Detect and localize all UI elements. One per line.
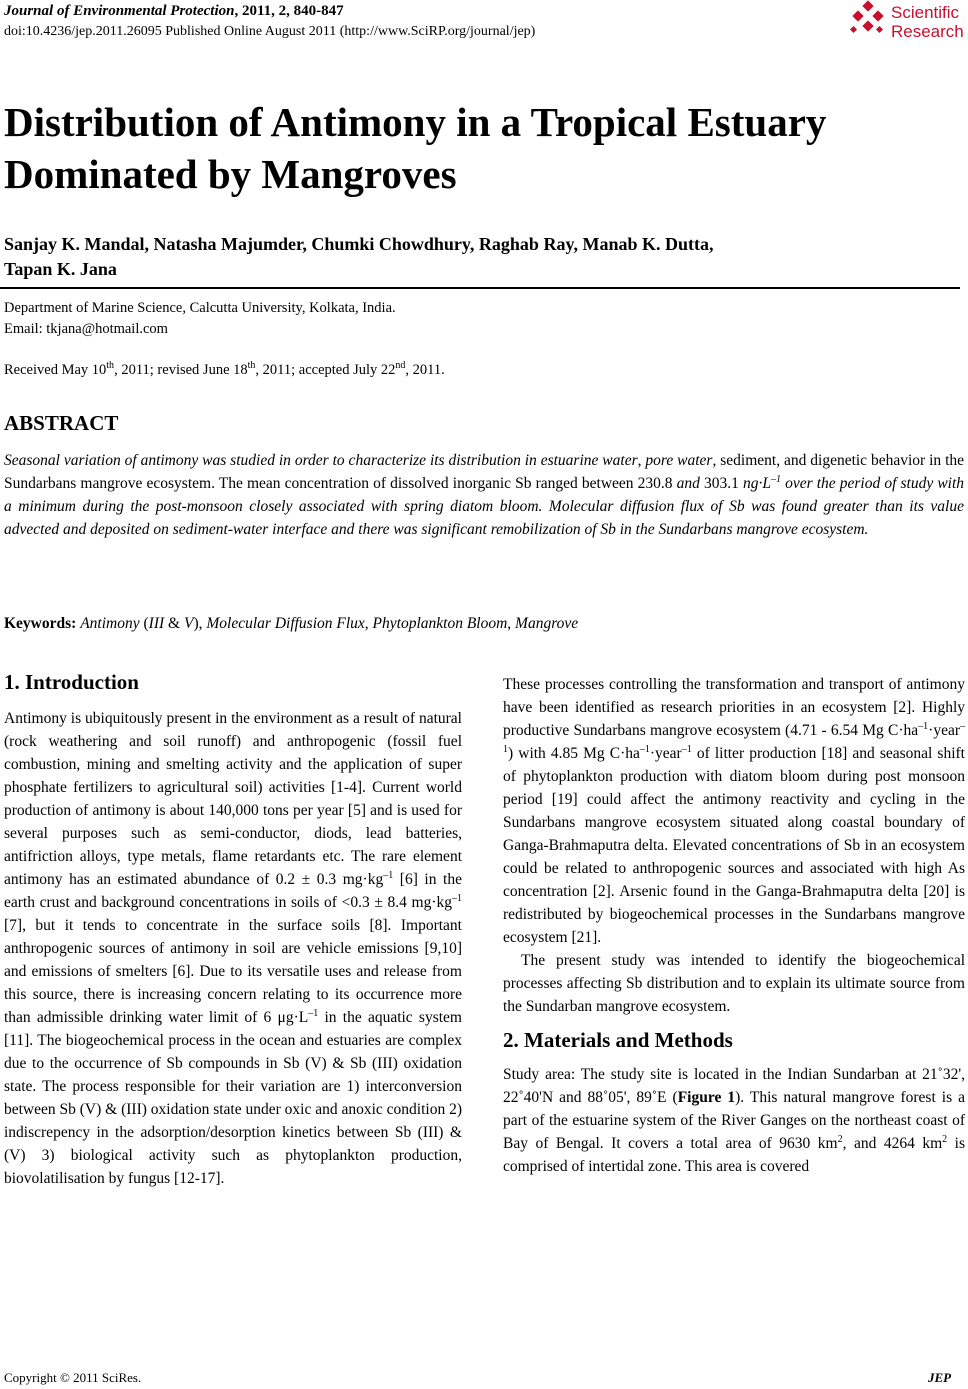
keyword-punct: , — [364, 615, 373, 632]
superscript: –1 — [503, 720, 965, 755]
keywords-label: Keywords — [4, 615, 72, 632]
authors-line1: Sanjay K. Mandal, Natasha Majumder, Chumki Chowdhury, Raghab Ray, Manab K. Dutta, — [4, 234, 714, 254]
keyword-punct: ( — [139, 615, 149, 632]
keyword: V — [183, 615, 194, 632]
header-divider — [0, 287, 960, 289]
abstract-segment: , sediment, and digenetic behavior in the Sundarbans mangrove ecosystem. The mean concentration of dissolved inorganic Sb ranged between — [4, 452, 965, 492]
author-email[interactable]: Email: tkjana@hotmail.com — [4, 321, 168, 337]
paper-title: Distribution of Antimony in a Tropical Estuary Dominated by Mangroves — [4, 99, 827, 197]
keyword: Phytoplankton Bloom — [372, 615, 508, 632]
left-column — [4, 707, 462, 1190]
revised-text: , 2011; revised June 18 — [114, 362, 248, 378]
text-segment: in the aquatic system [11]. The biogeochemical process in the ocean and estuaries are complex due to the occurrence of Sb compounds in Sb (V) & Sb (III) oxidation state. The process responsible for their variation are 1) interconversion between Sb (V) & (III) oxidation state under oxic and anoxic condition 2) indiscrepency in the adsorption/desorption kinetics between Sb (III) & (V) 3) biological activity such as phytoplankton production, biovolatilisation by fungus [12-17]. — [4, 1009, 462, 1187]
keyword-punct: & — [164, 615, 184, 632]
keywords-line — [4, 612, 964, 635]
journal-citation — [4, 2, 344, 20]
text-segment: Study area: The study site is located in the Indian Sundarban at 21˚32', 22˚40'N and 88˚05', 89˚E ( — [503, 1066, 965, 1106]
scirp-logo-icon — [848, 0, 890, 42]
text-segment: ) with 4.85 Mg C·ha — [508, 745, 640, 762]
text-segment: ·year — [649, 745, 682, 762]
author-list — [4, 232, 954, 282]
abstract-segment: , — [637, 452, 646, 469]
logo-wordmark — [891, 3, 964, 41]
intro-paragraph-1 — [4, 707, 462, 1190]
affiliation-block — [4, 298, 396, 340]
abstract-segment: pore water — [645, 452, 713, 469]
journal-volume: , 2011, 2, 840-847 — [234, 3, 344, 19]
journal-abbreviation: JEP — [928, 1370, 952, 1385]
keyword-punct: ), — [193, 615, 207, 632]
abstract-segment: and — [672, 475, 704, 492]
superscript: –1 — [639, 743, 650, 755]
keywords-colon: : — [71, 615, 81, 632]
text-segment: These processes controlling the transformation and transport of antimony have been identified as research priorities in an ecosystem [2]. Highly productive Sundarbans mangrove ecosystem (4.71 - 6.54 Mg C·ha — [503, 676, 965, 739]
keyword: Antimony — [80, 615, 140, 632]
superscript: –1 — [452, 892, 462, 904]
keyword: III — [148, 615, 165, 632]
methods-paragraph-1 — [503, 1063, 965, 1178]
superscript: –1 — [681, 743, 692, 755]
superscript: –1 — [383, 869, 394, 881]
received-text: Received May 10 — [4, 362, 107, 378]
superscript: 2 — [837, 1133, 843, 1145]
superscript: 2 — [942, 1133, 948, 1145]
abstract-number: 303.1 — [703, 475, 739, 492]
text-segment: is comprised of intertidal zone. This area is covered — [503, 1135, 965, 1175]
right-column — [503, 673, 965, 1178]
keyword-punct: , — [507, 615, 516, 632]
authors-line2: Tapan K. Jana — [4, 259, 117, 279]
figure-reference[interactable]: Figure 1 — [677, 1089, 736, 1106]
text-segment: ). This natural mangrove forest is a part of the estuarine system of the River Ganges on the northeast coast of Bay of Bengal. It covers a total area of 9630 km — [503, 1089, 965, 1152]
text-segment: ·year — [928, 722, 960, 739]
keyword: Molecular Diffusion Flux — [206, 615, 365, 632]
received-dates — [4, 360, 445, 380]
text-segment: [7], but it tends to concentrate in the surface soils [8]. Important anthropogenic sources of antimony in soil are vehicle emissions [9,10] and emissions of smelters [6]. Due to its versatile uses and release from this source, there is increasing concern relating to its occurrence more than admissible drinking water limit of 6 μg·L — [4, 917, 462, 1026]
abstract-heading: ABSTRACT — [4, 411, 119, 435]
superscript: –1 — [308, 1007, 319, 1019]
abstract-unit: ng·L — [738, 475, 771, 492]
ordinal-sup: th — [247, 360, 256, 372]
abstract-text — [4, 449, 964, 541]
keyword: Mangrove — [515, 615, 579, 632]
intro-paragraph-2 — [503, 673, 965, 949]
ordinal-sup: th — [106, 360, 115, 372]
accepted-text: , 2011; accepted July 22 — [255, 362, 396, 378]
logo-line2: Research — [891, 22, 964, 41]
publisher-logo — [848, 0, 968, 44]
text-segment: , and 4264 km — [842, 1135, 943, 1152]
abstract-segment: over the period of study with a minimum during the post-monsoon closely associated with spring diatom bloom. Molecular diffusion flux of Sb was found greater than its value advected and deposited on sediment-water interface and there was significant remobilization of Sb in the Sundarbans mangrove ecosystem. — [4, 475, 965, 538]
text-segment: Antimony is ubiquitously present in the environment as a result of natural (rock weathering and soil runoff) and anthropogenic (fossil fuel combustion, mining and smelting activity and the application of super phosphate fertilizers to agricultural soil) activities [1-4]. Current world production of antimony is about 140,000 tons per year [5] and is used for several purposes such as semi-conductor, diods, lead batteries, antifriction alloys, type metals, flame retardants etc. The rare element antimony has an estimated abundance of 0.2 ± 0.3 mg·kg — [4, 710, 462, 888]
doi-line: doi:10.4236/jep.2011.26095 Published Online August 2011 (http://www.SciRP.org/journal/jep) — [4, 24, 536, 39]
affiliation: Department of Marine Science, Calcutta University, Kolkata, India. — [4, 300, 396, 316]
journal-name: Journal of Environmental Protection — [4, 3, 235, 19]
logo-line1: Scientific — [891, 3, 960, 22]
copyright-notice: Copyright © 2011 SciRes. — [4, 1370, 142, 1385]
superscript: –1 — [918, 720, 929, 732]
abstract-number: 230.8 — [637, 475, 673, 492]
intro-heading: 1. Introduction — [4, 670, 139, 694]
abstract-segment: Seasonal variation of antimony was studied in order to characterize its distribution in estuarine water — [4, 452, 638, 469]
year-text: , 2011. — [405, 362, 445, 378]
text-segment: of litter production [18] and seasonal shift of phytoplankton production with diatom bloom during post monsoon period [19] could affect the antimony reactivity and cycling in the Sundarbans mangrove ecosystem situated along coastal boundary of Ganga-Brahmaputra delta. Elevated concentrations of Sb in an ecosystem could be related to anthropogenic sources and associated with high As concentration [2]. Arsenic found in the Ganga-Brahmaputra delta [20] is redistributed by biogeochemical processes in the Sundarbans mangrove ecosystem [21]. — [503, 745, 965, 946]
methods-heading: 2. Materials and Methods — [503, 1028, 733, 1052]
ordinal-sup: nd — [395, 360, 406, 372]
intro-paragraph-3: The present study was intended to identify the biogeochemical processes affecting Sb distribution and to explain its ultimate source from the Sundarban mangrove ecosystem. — [503, 952, 965, 1015]
abstract-sup: –1 — [770, 473, 781, 485]
text-segment: [6] in the earth crust and background concentrations in soils of <0.3 ± 8.4 mg·kg — [4, 871, 462, 911]
